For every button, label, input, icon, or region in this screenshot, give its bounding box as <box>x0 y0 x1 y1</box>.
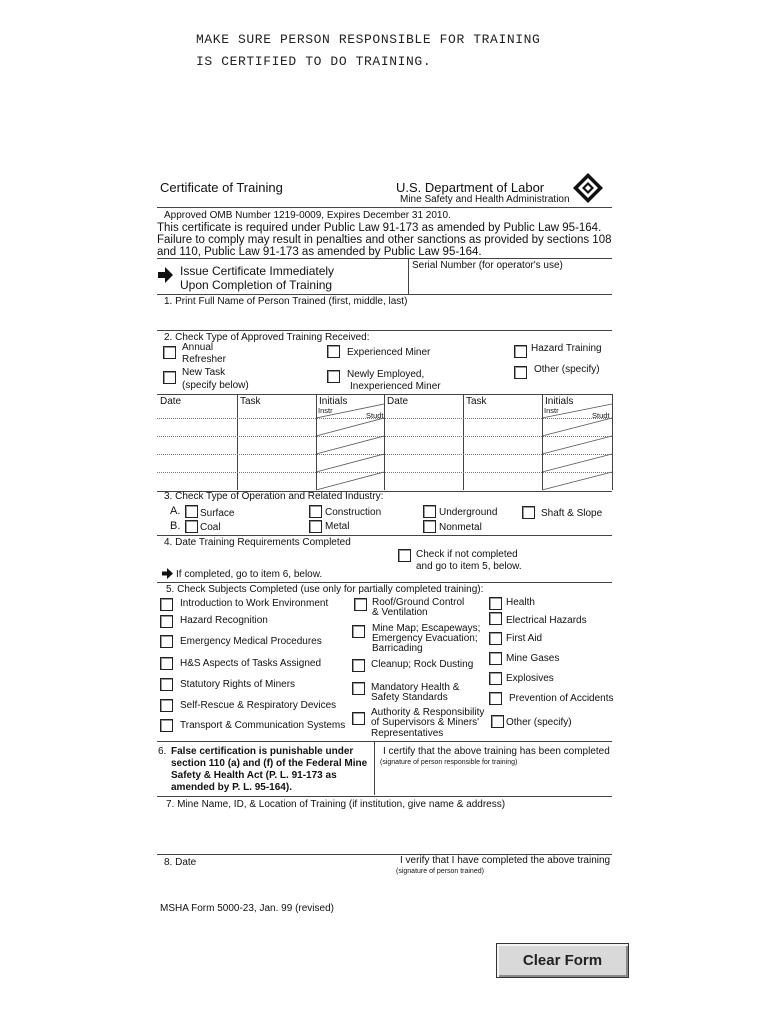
item3-rule <box>157 535 612 536</box>
subject-label: H&S Aspects of Tasks Assigned <box>180 658 322 669</box>
responsibility-note-line-2: IS CERTIFIED TO DO TRAINING. <box>196 54 432 69</box>
newly-employed-label: Newly Employed, <box>347 369 425 380</box>
subject-checkbox[interactable] <box>160 615 173 628</box>
false-cert-line-2: section 110 (a) and (f) of the Federal Mine <box>171 758 368 769</box>
subject-checkbox[interactable] <box>160 678 173 691</box>
trainer-signature-label: (signature of person responsible for training) <box>380 759 518 766</box>
subject-label-cont: Safety Standards <box>371 692 448 703</box>
subject-checkbox[interactable] <box>489 672 502 685</box>
subject-checkbox[interactable] <box>160 657 173 670</box>
table-task-header: Task <box>240 396 261 407</box>
subject-label: Transport & Communication Systems <box>180 720 346 731</box>
false-cert-line-3: Safety & Health Act (P. L. 91-173 as <box>171 770 337 781</box>
law-notice-line-3: and 110, Public Law 91-173 as amended by Public Law 95-164. <box>157 246 482 258</box>
subject-label: Self-Rescue & Respiratory Devices <box>180 700 337 711</box>
construction-label: Construction <box>325 507 382 518</box>
table-col-divider <box>612 394 613 490</box>
table-date-header: Date <box>160 396 182 407</box>
subject-label: Explosives <box>506 673 554 684</box>
item3-title: 3. Check Type of Operation and Related Industry: <box>164 491 384 502</box>
metal-label: Metal <box>325 521 350 532</box>
agency-subtitle: Mine Safety and Health Administration <box>400 194 570 205</box>
subject-checkbox[interactable] <box>491 715 504 728</box>
subject-label: Electrical Hazards <box>506 615 587 626</box>
hazard-training-checkbox[interactable] <box>514 345 527 358</box>
date-completed-field[interactable] <box>157 550 387 566</box>
clear-form-button[interactable]: Clear Form <box>496 943 629 978</box>
subject-label: Roof/Ground Control <box>372 597 465 608</box>
surface-label: Surface <box>200 508 235 519</box>
refresher-label: Refresher <box>182 354 226 365</box>
trainee-signature-label: (signature of person trained) <box>396 868 484 875</box>
shaft-slope-checkbox[interactable] <box>522 506 535 519</box>
subject-label: Statutory Rights of Miners <box>180 679 296 690</box>
experienced-miner-checkbox[interactable] <box>327 345 340 358</box>
table-studt-header: Studt <box>366 411 384 420</box>
date-field[interactable] <box>157 869 387 885</box>
hazard-training-label: Hazard Training <box>531 343 602 354</box>
omb-approval: Approved OMB Number 1219-0009, Expires December 31 2010. <box>164 210 451 221</box>
issue-instruction-line-2: Upon Completion of Training <box>180 278 333 292</box>
not-completed-label-1: Check if not completed <box>416 549 518 560</box>
subject-label: Health <box>506 597 535 608</box>
trainer-signature-field[interactable] <box>378 768 612 794</box>
agency-name: U.S. Department of Labor <box>396 180 545 195</box>
subject-label: Cleanup; Rock Dusting <box>371 659 474 670</box>
item4-title: 4. Date Training Requirements Completed <box>164 537 351 548</box>
table-initials-header: Initials <box>319 396 348 407</box>
shaft-slope-label: Shaft & Slope <box>541 508 603 519</box>
operation-b-letter: B. <box>170 520 181 532</box>
subject-checkbox[interactable] <box>489 692 502 705</box>
table-instr-header-2: Instr <box>544 406 559 415</box>
subject-label-cont: & Ventilation <box>372 607 428 618</box>
underground-checkbox[interactable] <box>423 505 436 518</box>
mine-location-field[interactable] <box>157 812 612 852</box>
subject-label-cont: Representatives <box>371 728 444 739</box>
item5-title: 5. Check Subjects Completed (use only for partially completed training): <box>166 584 484 595</box>
subject-checkbox[interactable] <box>160 635 173 648</box>
subject-checkbox[interactable] <box>160 598 173 611</box>
initials-slashes <box>316 404 612 490</box>
serial-divider <box>408 258 409 294</box>
subject-label: Hazard Recognition <box>180 615 268 626</box>
trainee-signature-field[interactable] <box>396 877 612 891</box>
item5-rule <box>157 741 612 742</box>
annual-label: Annual <box>182 342 214 353</box>
responsibility-note-line-1: MAKE SURE PERSON RESPONSIBLE FOR TRAINING <box>196 32 541 47</box>
subject-label: Mandatory Health & <box>371 682 460 693</box>
item6-rule <box>157 796 612 797</box>
table-col-divider <box>237 394 238 490</box>
nonmetal-checkbox[interactable] <box>423 520 436 533</box>
coal-checkbox[interactable] <box>185 520 198 533</box>
certificate-title: Certificate of Training <box>160 180 283 195</box>
surface-checkbox[interactable] <box>185 505 198 518</box>
if-completed-instruction: If completed, go to item 6, below. <box>176 569 323 580</box>
law-notice-line-2: Failure to comply may result in penalties and other sanctions as provided by sections 108 <box>157 234 612 246</box>
subject-label-cont: of Supervisors & Miners' <box>371 717 480 728</box>
new-task-sub-label: (specify below) <box>182 380 249 391</box>
subject-label: Mine Gases <box>506 653 560 664</box>
table-initials-header-2: Initials <box>545 396 574 407</box>
experienced-miner-label: Experienced Miner <box>347 347 431 358</box>
serial-number-label: Serial Number (for operator's use) <box>412 260 563 271</box>
subject-label: Prevention of Accidents <box>509 693 614 704</box>
other-training-label: Other (specify) <box>534 364 600 375</box>
operation-a-letter: A. <box>170 505 181 517</box>
false-cert-line-4: amended by P. L. 95-164). <box>171 782 292 793</box>
not-completed-checkbox[interactable] <box>398 549 411 562</box>
subject-checkbox[interactable] <box>160 699 173 712</box>
subject-checkbox[interactable] <box>489 652 502 665</box>
table-date-header-2: Date <box>387 396 409 407</box>
subject-label: Emergency Medical Procedures <box>180 636 322 647</box>
construction-checkbox[interactable] <box>309 505 322 518</box>
underground-label: Underground <box>439 507 498 518</box>
table-instr-header: Instr <box>318 406 333 415</box>
subject-label: Other (specify) <box>506 717 572 728</box>
subject-checkbox[interactable] <box>352 712 365 725</box>
item2-title: 2. Check Type of Approved Training Received: <box>164 332 370 343</box>
item4-rule <box>157 582 612 583</box>
subject-label: Authority & Responsibility <box>371 707 485 718</box>
subject-checkbox[interactable] <box>489 612 502 625</box>
trainer-certify-statement: I certify that the above training has been completed <box>383 746 610 757</box>
new-task-checkbox[interactable] <box>163 371 176 384</box>
arrow-right-icon <box>158 267 173 283</box>
coal-label: Coal <box>200 522 221 533</box>
trainee-verify-statement: I verify that I have completed the above training <box>400 855 611 866</box>
subject-label: Mine Map; Escapeways; <box>372 623 481 634</box>
issue-instruction-line-1: Issue Certificate Immediately <box>180 264 335 278</box>
subject-checkbox[interactable] <box>354 598 367 611</box>
trainee-name-field[interactable] <box>157 310 612 328</box>
law-rule <box>157 258 612 259</box>
new-task-label: New Task <box>182 367 226 378</box>
nonmetal-label: Nonmetal <box>439 522 482 533</box>
subject-checkbox[interactable] <box>352 682 365 695</box>
table-task-header-2: Task <box>466 396 487 407</box>
table-studt-header-2: Studt <box>592 411 610 420</box>
metal-checkbox[interactable] <box>309 520 322 533</box>
newly-employed-checkbox[interactable] <box>327 370 340 383</box>
subject-label: Introduction to Work Environment <box>180 598 329 609</box>
law-notice-line-1: This certificate is required under Public Law 91-173 as amended by Public Law 95-164. <box>157 222 602 234</box>
msha-logo-icon <box>572 172 604 204</box>
other-training-checkbox[interactable] <box>514 366 527 379</box>
item7-label: 7. Mine Name, ID, & Location of Training (if institution, give name & address) <box>166 799 506 810</box>
inexperienced-miner-label: Inexperienced Miner <box>350 381 441 392</box>
item1-name-label: 1. Print Full Name of Person Trained (first, middle, last) <box>164 296 408 307</box>
item6-divider <box>374 741 375 795</box>
item1-rule <box>157 330 612 331</box>
arrow-right-icon <box>162 568 173 579</box>
false-cert-line-1: False certification is punishable under <box>171 746 354 757</box>
subject-label: First Aid <box>506 633 543 644</box>
form-number: MSHA Form 5000-23, Jan. 99 (revised) <box>160 903 334 914</box>
subject-checkbox[interactable] <box>352 625 365 638</box>
not-completed-label-2: and go to item 5, below. <box>416 561 522 572</box>
subject-checkbox[interactable] <box>489 597 502 610</box>
item8-date-label: 8. Date <box>164 857 197 868</box>
subject-checkbox[interactable] <box>160 719 173 732</box>
subject-checkbox[interactable] <box>352 659 365 672</box>
item6-number: 6. <box>158 746 167 757</box>
subject-checkbox[interactable] <box>489 632 502 645</box>
issue-rule <box>157 294 612 295</box>
subject-label-cont: Emergency Evacuation; <box>372 633 478 644</box>
annual-refresher-checkbox[interactable] <box>163 346 176 359</box>
header-rule <box>157 207 612 208</box>
subject-label-cont: Barricading <box>372 643 423 654</box>
